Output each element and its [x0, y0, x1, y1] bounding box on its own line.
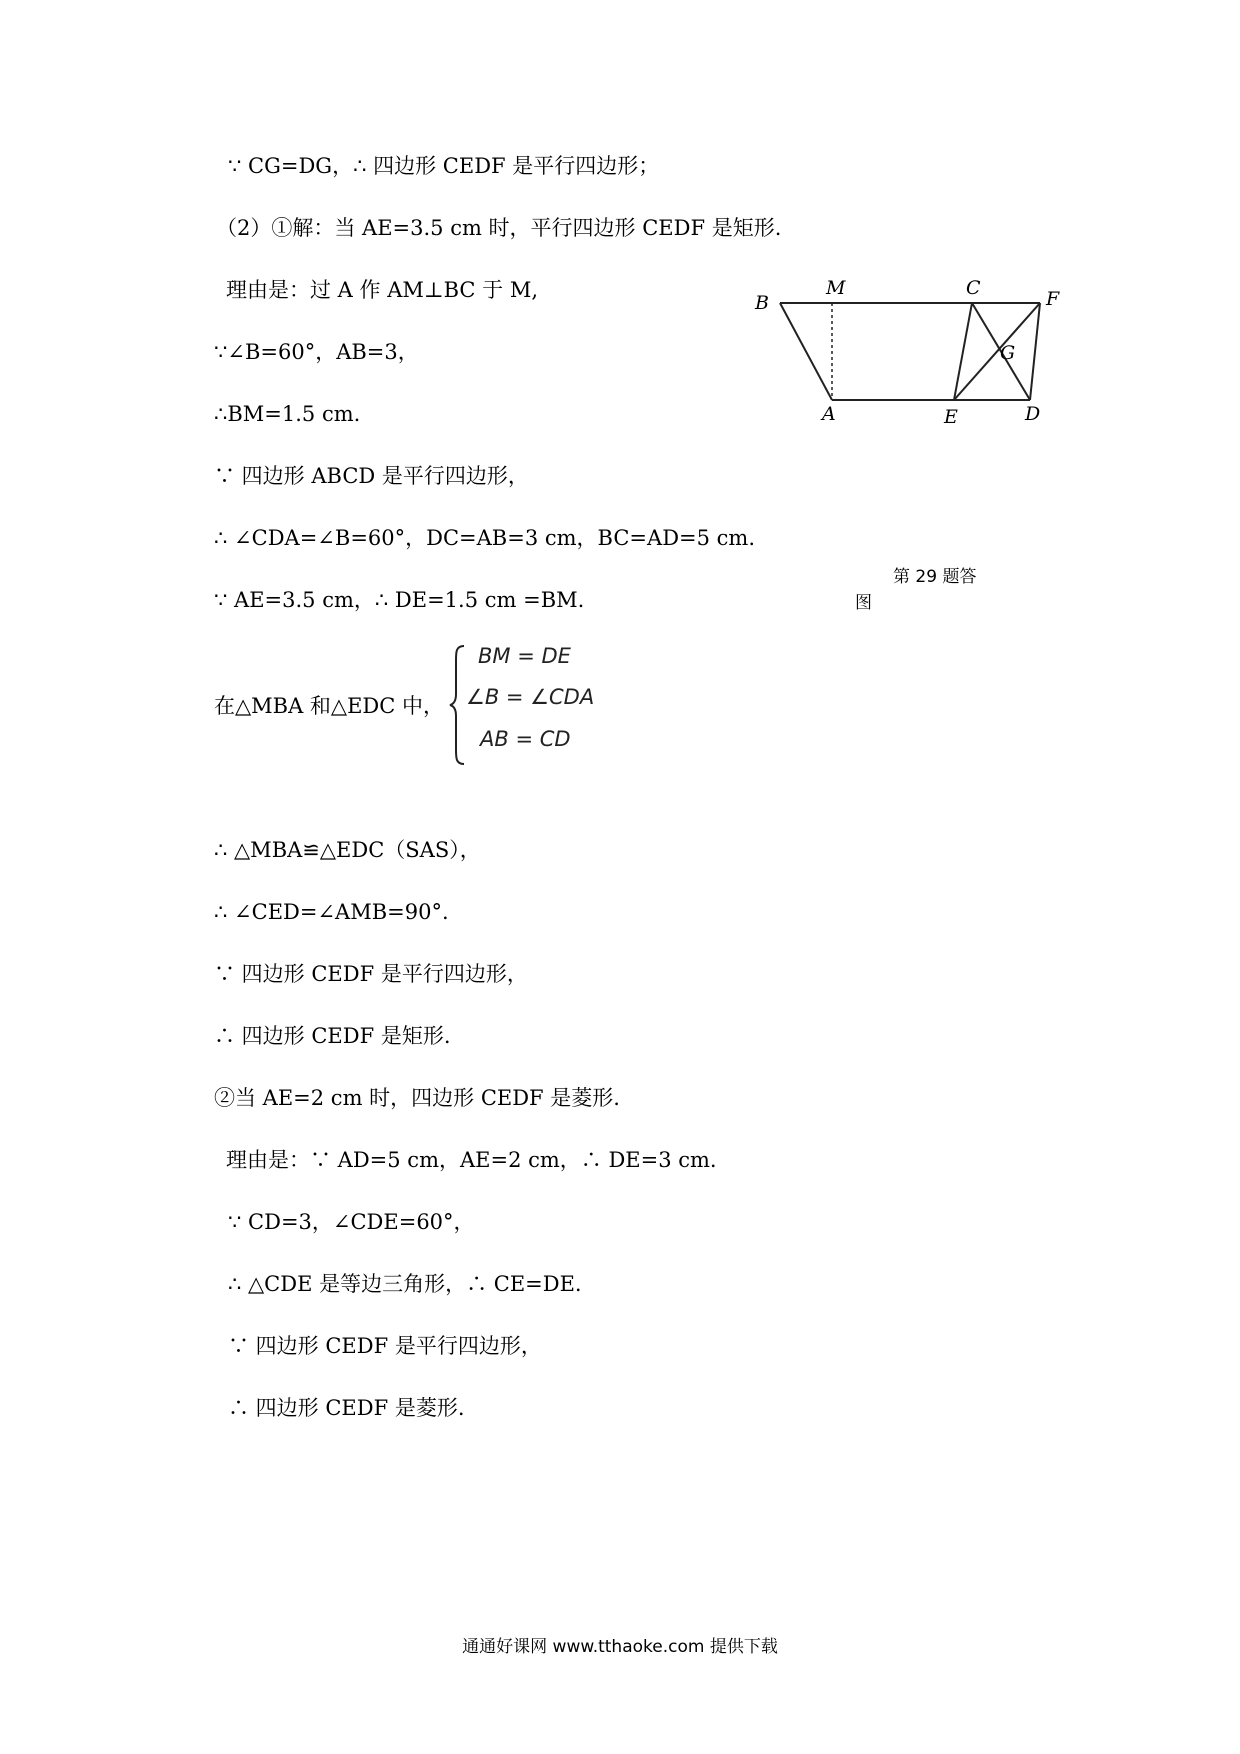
equation-2: ∠B = ∠CDA — [466, 685, 595, 709]
text-line-19: ∴ 四边形 CEDF 是菱形. — [228, 1396, 465, 1420]
page-footer: 通通好课网 www.tthaoke.com 提供下载 — [462, 1637, 778, 1657]
segment-CE — [954, 303, 972, 400]
equation-3: AB = CD — [480, 727, 571, 751]
label-M: M — [826, 277, 846, 299]
label-E: E — [944, 406, 958, 428]
text-line-15: 理由是：∵ AD=5 cm，AE=2 cm，∴ DE=3 cm. — [226, 1148, 717, 1172]
text-line-6: ∵ 四边形 ABCD 是平行四边形， — [214, 464, 529, 488]
text-line-18: ∵ 四边形 CEDF 是平行四边形， — [228, 1334, 542, 1358]
figure-caption-line-1: 第 29 题答 — [893, 567, 977, 587]
text-line-3: 理由是：过 A 作 AM⊥BC 于 M, — [226, 278, 539, 302]
text-line-4: ∵∠B=60°，AB=3， — [214, 340, 419, 364]
segment-FE — [954, 303, 1040, 400]
label-D: D — [1025, 403, 1041, 425]
text-line-2: （2）①解：当 AE=3.5 cm 时，平行四边形 CEDF 是矩形. — [216, 216, 782, 240]
equation-1: BM = DE — [478, 644, 571, 668]
text-line-7: ∴ ∠CDA=∠B=60°，DC=AB=3 cm，BC=AD=5 cm. — [214, 526, 756, 550]
figure-caption-line-2: 图 — [855, 593, 872, 613]
text-line-13: ∴ 四边形 CEDF 是矩形. — [214, 1024, 451, 1048]
label-C: C — [966, 277, 981, 299]
text-line-11: ∴ ∠CED=∠AMB=90°. — [214, 900, 449, 924]
text-line-9: 在△MBA 和△EDC 中， — [214, 694, 444, 718]
text-line-14: ②当 AE=2 cm 时，四边形 CEDF 是菱形. — [214, 1086, 620, 1110]
text-line-5: ∴BM=1.5 cm. — [214, 402, 361, 426]
left-brace-icon — [448, 642, 468, 768]
geometry-figure — [740, 270, 1080, 440]
label-A: A — [822, 403, 836, 425]
text-line-16: ∵ CD=3，∠CDE=60°， — [228, 1210, 475, 1234]
segment-AB — [780, 303, 832, 400]
text-line-17: ∴ △CDE 是等边三角形，∴ CE=DE. — [228, 1272, 582, 1296]
segment-FD — [1030, 303, 1040, 400]
label-B: B — [755, 292, 769, 314]
text-line-12: ∵ 四边形 CEDF 是平行四边形， — [214, 962, 528, 986]
text-line-10: ∴ △MBA≌△EDC（SAS）， — [214, 838, 481, 862]
label-G: G — [1000, 342, 1016, 364]
label-F: F — [1046, 288, 1060, 310]
text-line-1: ∵ CG=DG，∴ 四边形 CEDF 是平行四边形； — [228, 154, 660, 178]
text-line-8: ∵ AE=3.5 cm，∴ DE=1.5 cm =BM. — [214, 588, 585, 612]
equation-system — [448, 642, 608, 768]
